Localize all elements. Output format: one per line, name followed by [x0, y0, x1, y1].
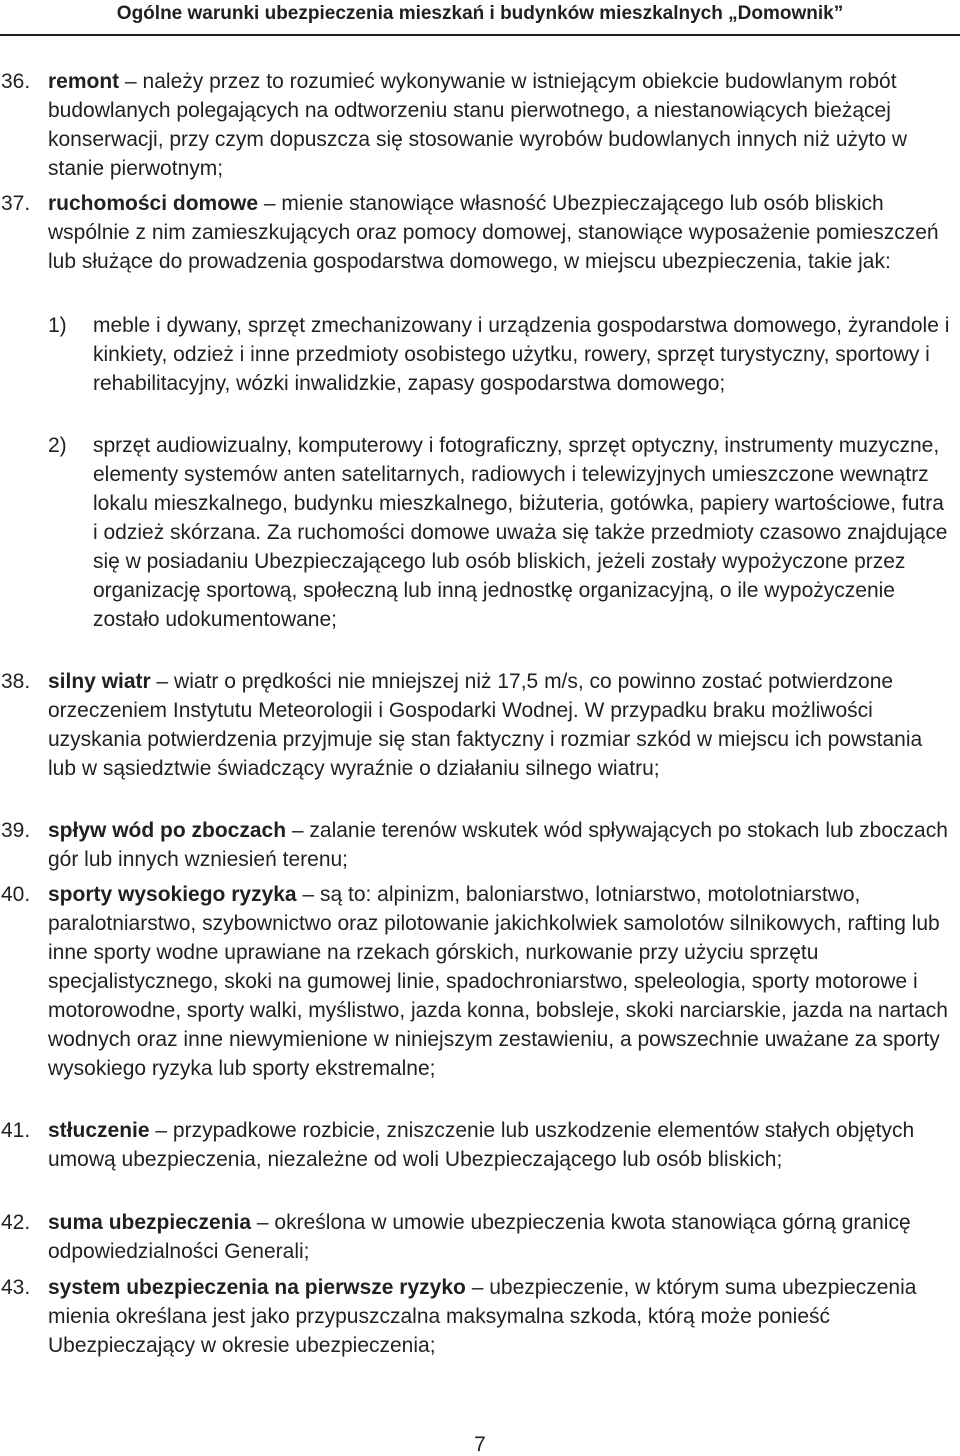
- definition-entry-42: [0, 1208, 952, 1266]
- entry-term: suma ubezpieczenia: [48, 1211, 252, 1234]
- entry-term: ruchomości domowe: [48, 192, 259, 215]
- entry-term: stłuczenie: [48, 1119, 150, 1142]
- entry-term: system ubezpieczenia na pierwsze ryzyko: [48, 1276, 466, 1299]
- entry-definition: – mienie stanowiące własność Ubezpieczającego lub osób bliskich wspólnie z nim zamieszkujących oraz pomocy domowej, stanowiące wyposażenie pomieszczeń lub służące do prowadzenia gospodarstwa domowego, w miejscu ubezpieczenia, takie jak:: [48, 192, 939, 273]
- entry-number: 37.: [1, 192, 31, 215]
- entry-definition: – wiatr o prędkości nie mniejszej niż 17,5 m/s, co powinno zostać potwierdzone orzeczeniem Instytutu Meteorologii i Gospodarki Wodnej. W przypadku braku możliwości uzyskania potwierdzenia przyjmuje się stan faktyczny i rozmiar szkód w miejscu ich powstania lub w sąsiedztwie świadczący wyraźnie o działaniu silnego wiatru;: [48, 670, 923, 780]
- definition-entry-36: [0, 67, 952, 183]
- entry-text: [48, 1208, 952, 1266]
- entry-text: [48, 189, 952, 276]
- entry-number: 38.: [1, 670, 31, 693]
- entry-definition: – zalanie terenów wskutek wód spływających po stokach lub zboczach gór lub innych wzniesień terenu;: [48, 819, 948, 871]
- subitem-text: sprzęt audiowizualny, komputerowy i fotograficzny, sprzęt optyczny, instrumenty muzyczne, elementy systemów anten satelitarnych, radiowych i telewizyjnych umieszczone wewnątrz lokalu mieszkalnego, budynku mieszkalnego, biżuteria, gotówka, papiery wartościowe, futra i odzież skórzana. Za ruchomości domowe uważa się także przedmioty czasowo znajdujące się w posiadaniu Ubezpieczającego lub osób bliskich, jeżeli zostały wypożyczone przez organizację sportową, społeczną lub inną jednostkę organizacyjną, o ile wypożyczenie zostało udokumentowane;: [93, 434, 948, 631]
- definition-entry-41: [0, 1116, 952, 1174]
- entry-term: spływ wód po zboczach: [48, 819, 287, 842]
- entry-term: sporty wysokiego ryzyka: [48, 883, 297, 906]
- subitem-1: [0, 311, 952, 398]
- definition-entry-39: [0, 816, 952, 874]
- definition-entry-43: [0, 1273, 952, 1360]
- entry-number: 42.: [1, 1211, 31, 1234]
- definition-entry-37: [0, 189, 952, 276]
- entry-definition: – należy przez to rozumieć wykonywanie w istniejącym obiekcie budowlanym robót budowlanych polegających na odtworzeniu stanu pierwotnego, a niestanowiących bieżącej konserwacji, przy czym dopuszcza się stosowanie wyrobów budowlanych innych niż użyto w stanie pierwotnym;: [48, 70, 908, 180]
- subitem-number: 2): [48, 434, 67, 457]
- entry-text: [48, 1273, 952, 1360]
- header-divider: [0, 34, 960, 36]
- entry-definition: – przypadkowe rozbicie, zniszczenie lub uszkodzenie elementów stałych objętych umową ubezpieczenia, niezależne od woli Ubezpieczającego lub osób bliskich;: [48, 1119, 915, 1171]
- entry-definition: – ubezpieczenie, w którym suma ubezpieczenia mienia określana jest jako przypuszczalna maksymalna szkoda, którą może ponieść Ubezpieczający w okresie ubezpieczenia;: [48, 1276, 917, 1357]
- entry-term: remont: [48, 70, 120, 93]
- entry-definition: – są to: alpinizm, baloniarstwo, lotniarstwo, motolotniarstwo, paralotniarstwo, szybownictwo oraz pilotowanie jakichkolwiek samolotów silnikowych, rafting lub inne sporty wodne uprawiane na rzekach górskich, nurkowanie przy użyciu sprzętu specjalistycznego, skoki na gumowej linie, spadochroniarstwo, speleologia, sporty motorowe i motorowodne, sporty walki, myślistwo, jazda konna, bobsleje, skoki narciarskie, jazda na nartach wodnych oraz inne niewymienione w niniejszym zestawieniu, a powszechnie uważane za sporty wysokiego ryzyka lub sporty ekstremalne;: [48, 883, 948, 1080]
- entry-number: 43.: [1, 1276, 31, 1299]
- entry-text: [48, 880, 952, 1083]
- entry-number: 41.: [1, 1119, 31, 1142]
- page-header-title: Ogólne warunki ubezpieczenia mieszkań i budynków mieszkalnych „Domownik”: [116, 3, 844, 24]
- entry-text: [48, 816, 952, 874]
- entry-definition: – określona w umowie ubezpieczenia kwota stanowiąca górną granicę odpowiedzialności Generali;: [48, 1211, 911, 1263]
- subitem-text: meble i dywany, sprzęt zmechanizowany i urządzenia gospodarstwa domowego, żyrandole i kinkiety, odzież i inne przedmioty osobistego użytku, rowery, sprzęt turystyczny, sportowy i rehabilitacyjny, wózki inwalidzkie, zapasy gospodarstwa domowego;: [93, 314, 950, 395]
- entry-text: [48, 67, 952, 183]
- entry-number: 36.: [1, 70, 31, 93]
- page-number: 7: [474, 1433, 486, 1456]
- definition-entry-38: [0, 667, 952, 783]
- subitem-number: 1): [48, 314, 67, 337]
- subitem-2: [0, 431, 952, 634]
- entry-number: 40.: [1, 883, 31, 906]
- definition-entry-40: [0, 880, 952, 1083]
- entry-term: silny wiatr: [48, 670, 151, 693]
- entry-number: 39.: [1, 819, 31, 842]
- entry-text: [48, 667, 952, 783]
- entry-text: [48, 1116, 952, 1174]
